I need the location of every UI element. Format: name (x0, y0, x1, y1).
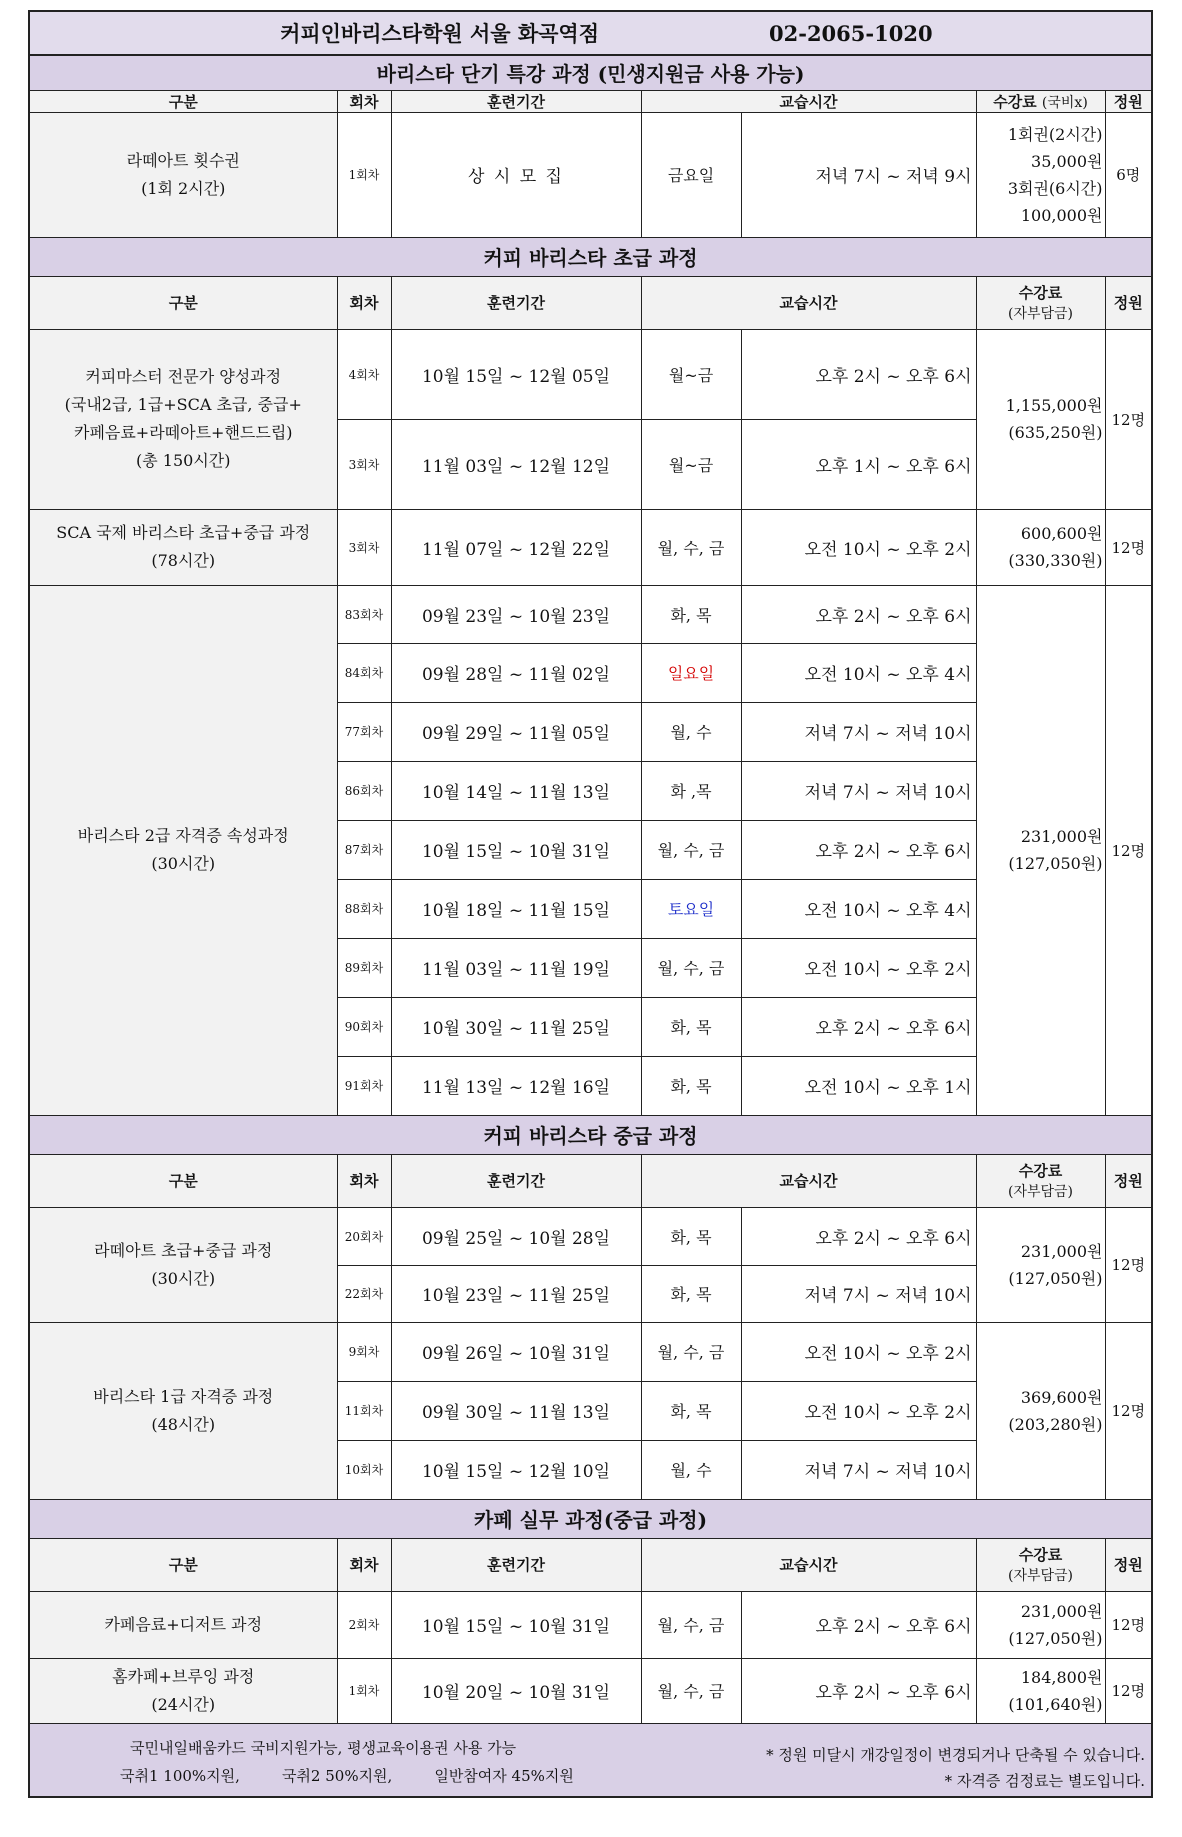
time-cell: 오전 10시 ~ 오후 2시 (741, 1322, 976, 1381)
period-cell: 10월 14일 ~ 11월 13일 (391, 761, 641, 820)
table-row (29, 585, 1152, 643)
round-cell: 86회차 (337, 761, 391, 820)
period-cell: 11월 07일 ~ 12월 22일 (391, 509, 641, 585)
time-cell: 저녁 7시 ~ 저녁 9시 (741, 112, 976, 237)
fee-amount: 231,000원 (1020, 1601, 1103, 1621)
table-row (29, 112, 1152, 237)
round-cell: 1회차 (337, 1658, 391, 1723)
course-name: 카페음료+디저트 과정 (29, 1591, 337, 1658)
course-name (29, 1658, 337, 1723)
course-name-line: 카페음료+라떼아트+핸드드립) (73, 423, 293, 442)
table-row (29, 329, 1152, 419)
notice-line: * 정원 미달시 개강일정이 변경되거나 단축될 수 있습니다. (766, 1745, 1146, 1764)
round-cell: 90회차 (337, 997, 391, 1056)
academy-title: 커피인바리스타학원 서울 화곡역점 (280, 21, 599, 46)
period-cell: 09월 25일 ~ 10월 28일 (391, 1207, 641, 1265)
fee-amount: 369,600원 (1020, 1387, 1103, 1407)
funding-info (120, 1734, 574, 1790)
fee-cell (976, 1658, 1105, 1723)
period-cell: 10월 30일 ~ 11월 25일 (391, 997, 641, 1056)
course-hours: (1회 2시간) (141, 178, 226, 198)
course-name (29, 329, 337, 509)
header-fee-label: 수강료 (1018, 1546, 1063, 1564)
round-cell: 10회차 (337, 1440, 391, 1499)
header-period: 훈련기간 (391, 276, 641, 329)
time-cell: 저녁 7시 ~ 저녁 10시 (741, 1440, 976, 1499)
days-cell: 월, 수 (641, 1440, 741, 1499)
course-hours: (30시간) (151, 1268, 216, 1288)
period-cell: 10월 20일 ~ 10월 31일 (391, 1658, 641, 1723)
round-cell: 84회차 (337, 643, 391, 702)
round-cell: 88회차 (337, 879, 391, 938)
days-cell: 화, 목 (641, 585, 741, 643)
round-cell: 87회차 (337, 820, 391, 879)
days-cell: 화 ,목 (641, 761, 741, 820)
round-cell: 1회차 (337, 112, 391, 237)
table-row (29, 509, 1152, 585)
round-cell: 77회차 (337, 702, 391, 761)
capacity-cell: 12명 (1105, 1591, 1152, 1658)
capacity-cell: 12명 (1105, 329, 1152, 509)
footer-notes (29, 1723, 1152, 1797)
fee-self-pay: (127,050원) (1008, 1268, 1103, 1288)
phone-number: 02-2065-1020 (769, 20, 933, 46)
time-cell: 오전 10시 ~ 오후 4시 (741, 879, 976, 938)
support-rate: 일반참여자 45%지원 (434, 1766, 574, 1785)
days-cell: 월~금 (641, 419, 741, 509)
period-cell: 10월 18일 ~ 11월 15일 (391, 879, 641, 938)
header-fee-note: (국비x) (1041, 94, 1088, 111)
header-capacity: 정원 (1105, 1538, 1152, 1591)
time-cell: 오전 10시 ~ 오후 4시 (741, 643, 976, 702)
time-cell: 오전 10시 ~ 오후 2시 (741, 509, 976, 585)
section-title-short-course: 바리스타 단기 특강 과정 (민생지원금 사용 가능) (29, 55, 1152, 90)
header-fee (976, 276, 1105, 329)
header-round: 회차 (337, 1538, 391, 1591)
course-name (29, 1207, 337, 1322)
fee-amount: 600,600원 (1020, 524, 1103, 543)
funding-line: 국민내일배움카드 국비지원가능, 평생교육이용권 사용 가능 (130, 1738, 517, 1757)
time-cell: 오후 1시 ~ 오후 6시 (741, 419, 976, 509)
header-category: 구분 (29, 1538, 337, 1591)
round-cell: 3회차 (337, 419, 391, 509)
course-name-line: 바리스타 2급 자격증 속성과정 (77, 826, 289, 845)
round-cell: 9회차 (337, 1322, 391, 1381)
header-category: 구분 (29, 90, 337, 112)
course-name (29, 585, 337, 1115)
fee-cell (976, 585, 1105, 1115)
header-fee-note: (자부담금) (1007, 1568, 1074, 1584)
course-hours: (총 150시간) (136, 451, 231, 470)
days-cell: 화, 목 (641, 997, 741, 1056)
time-cell: 저녁 7시 ~ 저녁 10시 (741, 1265, 976, 1322)
course-name (29, 1322, 337, 1499)
fee-cell (976, 112, 1105, 237)
round-cell: 3회차 (337, 509, 391, 585)
course-name (29, 509, 337, 585)
time-cell: 오전 10시 ~ 오후 2시 (741, 938, 976, 997)
section-title-beginner: 커피 바리스타 초급 과정 (29, 237, 1152, 276)
fee-self-pay: (203,280원) (1008, 1414, 1103, 1434)
fee-self-pay: (635,250원) (1008, 423, 1103, 442)
fee-self-pay: (127,050원) (1008, 1628, 1103, 1648)
period-cell: 09월 30일 ~ 11월 13일 (391, 1381, 641, 1440)
days-cell: 월, 수, 금 (641, 820, 741, 879)
days-cell: 월~금 (641, 329, 741, 419)
header-period: 훈련기간 (391, 1538, 641, 1591)
capacity-cell: 12명 (1105, 1658, 1152, 1723)
fee-line: 3회권(6시간) (1007, 178, 1103, 198)
days-cell: 월, 수, 금 (641, 1658, 741, 1723)
header-fee-label: 수강료 (1018, 1162, 1063, 1180)
capacity-cell: 12명 (1105, 509, 1152, 585)
time-cell: 오후 2시 ~ 오후 6시 (741, 1207, 976, 1265)
header-capacity: 정원 (1105, 276, 1152, 329)
header-round: 회차 (337, 276, 391, 329)
header-period: 훈련기간 (391, 1154, 641, 1207)
course-name-line: (국내2급, 1급+SCA 초급, 중급+ (64, 395, 302, 414)
header-fee (976, 1154, 1105, 1207)
header-row (29, 1538, 1152, 1591)
days-cell: 월, 수, 금 (641, 509, 741, 585)
header-category: 구분 (29, 1154, 337, 1207)
fee-self-pay: (330,330원) (1008, 551, 1103, 570)
header-row (29, 1154, 1152, 1207)
fee-self-pay: (127,050원) (1008, 854, 1103, 873)
course-name-line: 라떼아트 초급+중급 과정 (94, 1240, 273, 1260)
table-row (29, 1591, 1152, 1658)
fee-amount: 231,000원 (1020, 1241, 1103, 1261)
header-period: 훈련기간 (391, 90, 641, 112)
fee-cell (976, 1322, 1105, 1499)
period-cell: 11월 03일 ~ 11월 19일 (391, 938, 641, 997)
header-capacity: 정원 (1105, 1154, 1152, 1207)
header-fee-note: (자부담금) (1007, 306, 1074, 322)
time-cell: 오후 2시 ~ 오후 6시 (741, 1591, 976, 1658)
round-cell: 83회차 (337, 585, 391, 643)
round-cell: 89회차 (337, 938, 391, 997)
period-cell: 09월 29일 ~ 11월 05일 (391, 702, 641, 761)
course-hours: (78시간) (151, 551, 216, 570)
time-cell: 오전 10시 ~ 오후 2시 (741, 1381, 976, 1440)
days-cell: 월, 수, 금 (641, 1322, 741, 1381)
section-title-intermediate: 커피 바리스타 중급 과정 (29, 1115, 1152, 1154)
header-fee-label: 수강료 (1018, 284, 1063, 302)
header-time: 교습시간 (641, 90, 976, 112)
header-round: 회차 (337, 1154, 391, 1207)
fee-cell (976, 329, 1105, 509)
course-name-line: SCA 국제 바리스타 초급+중급 과정 (56, 523, 311, 542)
fee-cell (976, 509, 1105, 585)
notice-line: * 자격증 검정료는 별도입니다. (944, 1771, 1146, 1790)
round-cell: 4회차 (337, 329, 391, 419)
days-cell: 월, 수, 금 (641, 1591, 741, 1658)
fee-line: 1회권(2시간) (1007, 124, 1103, 144)
period-cell: 11월 13일 ~ 12월 16일 (391, 1056, 641, 1115)
header-category: 구분 (29, 276, 337, 329)
header-round: 회차 (337, 90, 391, 112)
header-time: 교습시간 (641, 1538, 976, 1591)
round-cell: 91회차 (337, 1056, 391, 1115)
table-row (29, 1322, 1152, 1381)
header-capacity: 정원 (1105, 90, 1152, 112)
header-fee (976, 90, 1105, 112)
fee-line: 100,000원 (1020, 205, 1103, 225)
days-cell: 화, 목 (641, 1265, 741, 1322)
course-name-line: 라떼아트 횟수권 (126, 150, 240, 170)
support-rates (120, 1762, 574, 1790)
schedule-table (28, 54, 1153, 1798)
notice-info (766, 1742, 1145, 1794)
header-row (29, 276, 1152, 329)
days-cell: 월, 수, 금 (641, 938, 741, 997)
time-cell: 오후 2시 ~ 오후 6시 (741, 329, 976, 419)
time-cell: 오후 2시 ~ 오후 6시 (741, 1658, 976, 1723)
days-cell: 화, 목 (641, 1381, 741, 1440)
fee-cell (976, 1207, 1105, 1322)
days-cell: 월, 수 (641, 702, 741, 761)
days-cell: 금요일 (641, 112, 741, 237)
course-name (29, 112, 337, 237)
support-rate: 국취1 100%지원, (120, 1766, 240, 1785)
round-cell: 11회차 (337, 1381, 391, 1440)
table-row (29, 1207, 1152, 1265)
fee-amount: 231,000원 (1020, 827, 1103, 846)
header-fee-note: (자부담금) (1007, 1184, 1074, 1200)
header-fee (976, 1538, 1105, 1591)
period-cell: 10월 15일 ~ 12월 10일 (391, 1440, 641, 1499)
table-row (29, 1658, 1152, 1723)
support-rate: 국취2 50%지원, (281, 1766, 393, 1785)
days-cell: 화, 목 (641, 1207, 741, 1265)
fee-amount: 184,800원 (1020, 1667, 1103, 1687)
course-schedule-sheet (28, 10, 1151, 1798)
header-row (29, 90, 1152, 112)
section-title-cafe-practice: 카페 실무 과정(중급 과정) (29, 1499, 1152, 1538)
course-hours: (24시간) (151, 1694, 216, 1714)
capacity-cell: 6명 (1105, 112, 1152, 237)
fee-cell (976, 1591, 1105, 1658)
days-cell: 화, 목 (641, 1056, 741, 1115)
period-cell: 상 시 모 집 (391, 112, 641, 237)
period-cell: 09월 28일 ~ 11월 02일 (391, 643, 641, 702)
period-cell: 09월 23일 ~ 10월 23일 (391, 585, 641, 643)
header-table (28, 10, 1153, 54)
period-cell: 10월 15일 ~ 10월 31일 (391, 820, 641, 879)
time-cell: 저녁 7시 ~ 저녁 10시 (741, 761, 976, 820)
period-cell: 09월 26일 ~ 10월 31일 (391, 1322, 641, 1381)
round-cell: 2회차 (337, 1591, 391, 1658)
header-fee-label: 수강료 (993, 92, 1037, 111)
course-hours: (30시간) (151, 854, 216, 873)
fee-self-pay: (101,640원) (1008, 1694, 1103, 1714)
period-cell: 11월 03일 ~ 12월 12일 (391, 419, 641, 509)
round-cell: 20회차 (337, 1207, 391, 1265)
time-cell: 저녁 7시 ~ 저녁 10시 (741, 702, 976, 761)
days-cell: 토요일 (641, 879, 741, 938)
time-cell: 오전 10시 ~ 오후 1시 (741, 1056, 976, 1115)
round-cell: 22회차 (337, 1265, 391, 1322)
days-cell: 일요일 (641, 643, 741, 702)
capacity-cell: 12명 (1105, 585, 1152, 1115)
capacity-cell: 12명 (1105, 1322, 1152, 1499)
period-cell: 10월 15일 ~ 10월 31일 (391, 1591, 641, 1658)
time-cell: 오후 2시 ~ 오후 6시 (741, 585, 976, 643)
header-time: 교습시간 (641, 1154, 976, 1207)
course-name-line: 바리스타 1급 자격증 과정 (93, 1386, 274, 1406)
course-name-line: 커피마스터 전문가 양성과정 (85, 367, 282, 386)
period-cell: 10월 15일 ~ 12월 05일 (391, 329, 641, 419)
fee-amount: 1,155,000원 (1005, 396, 1103, 415)
period-cell: 10월 23일 ~ 11월 25일 (391, 1265, 641, 1322)
course-hours: (48시간) (151, 1414, 216, 1434)
header-time: 교습시간 (641, 276, 976, 329)
course-name-line: 홈카페+브루잉 과정 (112, 1666, 255, 1686)
fee-line: 35,000원 (1031, 151, 1103, 171)
capacity-cell: 12명 (1105, 1207, 1152, 1322)
time-cell: 오후 2시 ~ 오후 6시 (741, 997, 976, 1056)
time-cell: 오후 2시 ~ 오후 6시 (741, 820, 976, 879)
